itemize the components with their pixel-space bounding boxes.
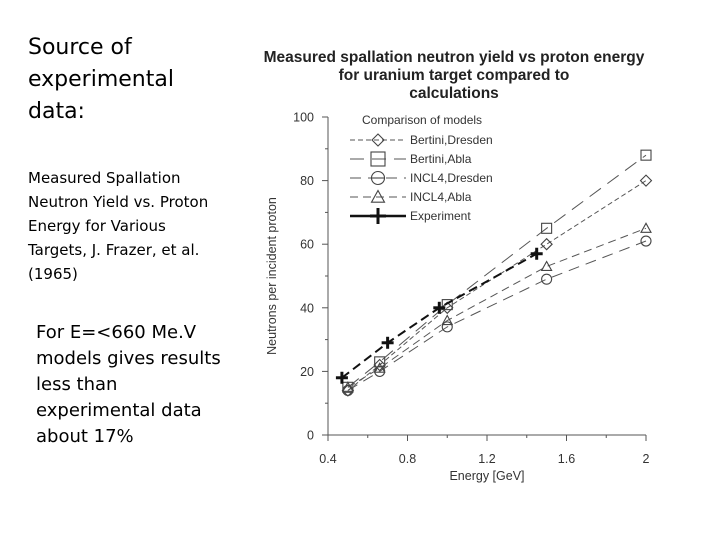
data-point xyxy=(541,239,552,250)
y-tick-label: 100 xyxy=(293,110,314,125)
legend-label: Bertini,Dresden xyxy=(410,133,493,147)
series-incl4-abla xyxy=(343,223,651,391)
series-bertini-abla xyxy=(343,150,651,392)
legend-item xyxy=(350,190,472,204)
legend-label: INCL4,Dresden xyxy=(410,171,493,185)
y-tick-label: 0 xyxy=(307,428,314,443)
legend-label: INCL4,Abla xyxy=(410,190,472,204)
x-tick-label: 0.4 xyxy=(319,452,337,466)
y-tick-label: 40 xyxy=(300,301,314,316)
series-line xyxy=(348,155,646,387)
y-tick-label: 60 xyxy=(300,237,314,252)
chart-title-line: calculations xyxy=(409,85,499,102)
y-tick-label: 20 xyxy=(300,364,314,379)
series-bertini-dresden xyxy=(342,175,651,396)
model-comparison-note: For E=<660 Me.V models gives results less than experimental data about 17% xyxy=(36,322,221,447)
chart-legend xyxy=(350,113,493,224)
legend-item xyxy=(350,133,493,147)
data-point xyxy=(641,175,652,186)
legend-marker xyxy=(372,191,385,203)
legend-title: Comparison of models xyxy=(362,113,483,127)
chart-title-line: for uranium target compared to xyxy=(338,67,570,84)
series-experiment xyxy=(336,248,543,384)
legend-item xyxy=(350,171,493,185)
legend-label: Bertini,Abla xyxy=(410,152,472,166)
series-incl4-dresden xyxy=(343,236,651,395)
x-tick-label: 0.8 xyxy=(398,452,417,466)
x-tick-label: 1.6 xyxy=(557,452,576,466)
legend-item xyxy=(350,208,471,224)
data-point xyxy=(542,261,552,270)
x-tick-label: 1.2 xyxy=(478,452,496,466)
x-tick-label: 2 xyxy=(642,452,650,466)
series-line xyxy=(342,254,537,378)
series-line xyxy=(348,228,646,387)
source-heading: Source of experimental data: xyxy=(28,35,174,124)
series-line xyxy=(348,241,646,390)
legend-item xyxy=(350,152,472,166)
y-axis-label: Neutrons per incident proton xyxy=(265,197,279,355)
x-axis-label: Energy [GeV] xyxy=(449,469,525,483)
data-point xyxy=(641,223,651,232)
data-point xyxy=(542,274,552,284)
legend-label: Experiment xyxy=(410,209,471,223)
chart-title-line: Measured spallation neutron yield vs proton energy xyxy=(263,49,645,66)
source-citation: Measured Spallation Neutron Yield vs. Proton Energy for Various Targets, J. Frazer, et al. (1965) xyxy=(28,169,209,283)
y-tick-label: 80 xyxy=(300,174,314,189)
